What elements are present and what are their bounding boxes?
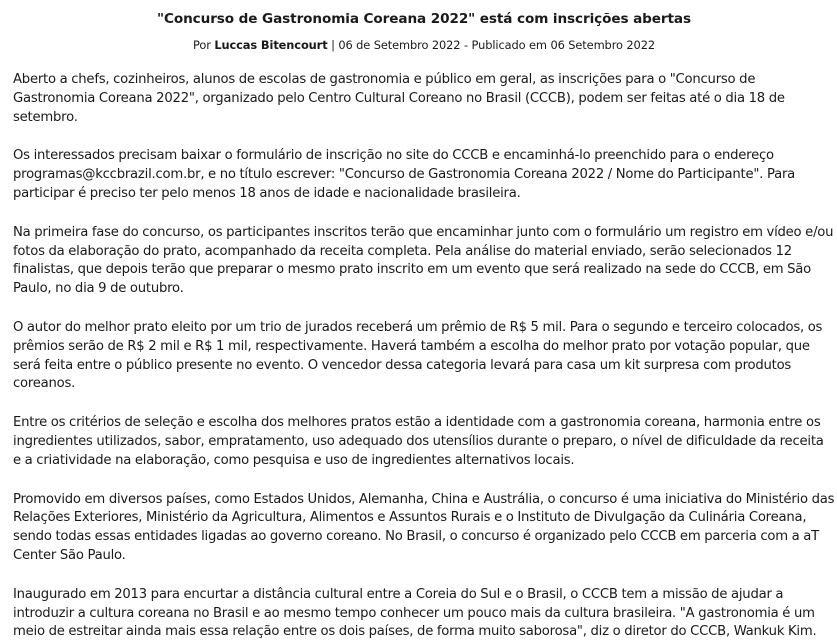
author-name[interactable]: Luccas Bitencourt	[214, 38, 328, 52]
publish-date: 06 de Setembro 2022 - Publicado em 06 Setembro 2022	[338, 38, 656, 52]
paragraph: Promovido em diversos países, como Estados Unidos, Alemanha, China e Austrália, o concurso é uma iniciativa do Ministério das Relações Exteriores, Ministério da Agricultura, Alimentos e Assuntos Rurais e o Instituto de Divulgação da Culinária Coreana, sendo todas essas entidades ligadas ao governo coreano. No Brasil, o concurso é organizado pelo CCCB em parceria com a aT Center São Paulo.	[13, 491, 835, 563]
byline-prefix: Por	[192, 38, 211, 52]
paragraph: Na primeira fase do concurso, os participantes inscritos terão que encaminhar junto com o formulário um registro em vídeo e/ou fotos da elaboração do prato, acompanhado da receita completa. Pela análise do material enviado, serão selecionados 12 finalistas, que depois terão que preparar o mesmo prato inscrito em um evento que será realizado na sede do CCCB, em São Paulo, no dia 9 de outubro.	[13, 224, 834, 297]
byline	[13, 37, 835, 53]
paragraph: Entre os critérios de seleção e escolha dos melhores pratos estão a identidade com a gastronomia coreana, harmonia entre os ingredientes utilizados, sabor, empratamento, uso adequado dos utensílios durante o preparo, o nível de dificuldade da receita e a criatividade na elaboração, como pesquisa e uso de ingredientes alternativos locais.	[13, 415, 824, 468]
paragraph: Aberto a chefs, cozinheiros, alunos de escolas de gastronomia e público em geral, as inscrições para o "Concurso de Gastronomia Coreana 2022", organizado pelo Centro Cultural Coreano no Brasil (CCCB), podem ser feitas até o dia 18 de setembro.	[13, 72, 785, 125]
paragraph: O autor do melhor prato eleito por um trio de jurados receberá um prêmio de R$ 5 mil. Para o segundo e terceiro colocados, os prêmios serão de R$ 2 mil e R$ 1 mil, respectivamente. Haverá também a escolha do melhor prato por votação popular, que será feita entre o público presente no evento. O vencedor dessa categoria levará para casa um kit surpresa com produtos coreanos.	[13, 319, 823, 392]
byline-separator: |	[327, 38, 339, 52]
paragraph: Inaugurado em 2013 para encurtar a distância cultural entre a Coreia do Sul e o Brasil, o CCCB tem a missão de ajudar a introduzir a cultura coreana no Brasil e ao mesmo tempo conhecer um pouco mais da cultura brasileira. "A gastronomia é um meio de estreitar ainda mais essa relação entre os dois países, de forma muito saborosa", diz o diretor do CCCB, Wankuk Kim.	[13, 586, 817, 640]
paragraph: Os interessados precisam baixar o formulário de inscrição no site do CCCB e encaminhá-lo preenchido para o endereço programas@kccbrazil.com.br, e no título escrever: "Concurso de Gastronomia Coreana 2022 / Nome do Participante". Para participar é preciso ter pelo menos 18 anos de idade e nacionalidade brasileira.	[13, 148, 796, 201]
article-body	[13, 71, 835, 642]
article-title: "Concurso de Gastronomia Coreana 2022" está com inscrições abertas	[156, 11, 691, 27]
